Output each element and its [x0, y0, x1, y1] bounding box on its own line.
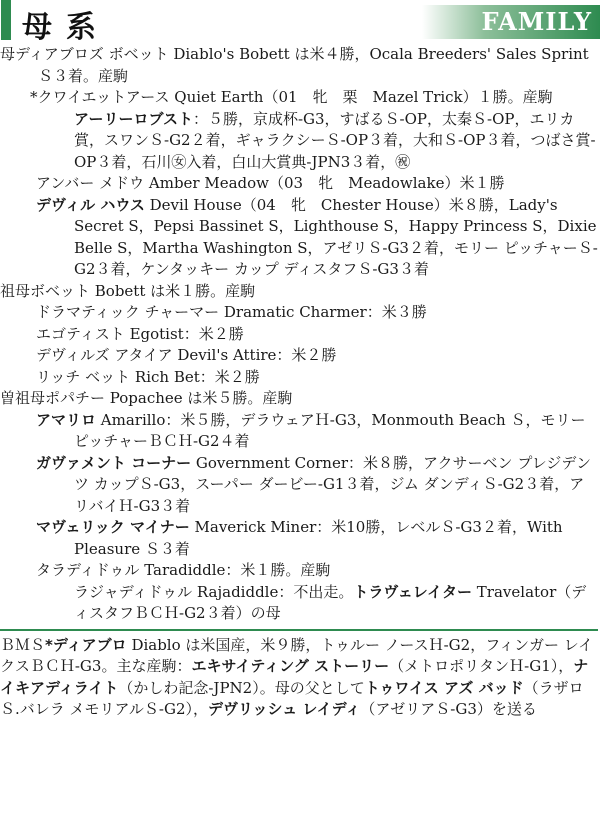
rajadiddle-line [0, 582, 598, 625]
section-header [0, 0, 600, 45]
dramatic-line: ドラマティック チャーマー Dramatic Charmer：米３勝 [36, 303, 427, 321]
early-robust-line [0, 109, 598, 174]
taradiddle-line: タラディドゥル Taradiddle：米１勝。産駒 [36, 561, 331, 579]
rajadiddle-record: ラジャディドゥル Rajadiddle：不出走。 [74, 582, 354, 601]
bms-text-1: Diablo は米国産，米９勝，トゥルー ノースＨ-G2，フィンガー レイクスＢＣＨ-G3。主な産駒： [0, 635, 594, 675]
section-title: 母系 [22, 10, 110, 45]
family-content [0, 44, 598, 721]
bms-progeny-1: エキサイティング ストーリー [191, 657, 390, 675]
amber-meadow-line: アンバー メドウ Amber Meadow（03 牝 Meadowlake）米１勝 [36, 174, 505, 192]
travelator-name: トラヴェレイター [353, 582, 473, 601]
dam-line: 母ディアブロズ ボベット Diablo's Bobett は米４勝，Ocala Breeders' Sales Sprint Ｓ３着。産駒 [0, 45, 589, 85]
devil-house-record: Devil House（04 牝 Chester House）米８勝，Lady's Secret S，Pepsi Bassinet S，Lighthouse S，Happy Princess S，Dixie Belle S，Martha Washington S，アゼリＳ-G3２着，モリー ピッチャーＳ-G2３着，ケンタッキー カップ ディスタフＳ-G3３着 [74, 195, 598, 278]
accent-bar [1, 0, 11, 40]
amarillo-name: アマリロ [36, 410, 97, 429]
bms-text-4: （ラザロＳ.バレラ メモリアルＳ-G2）， [0, 678, 584, 718]
separator-line [0, 629, 598, 631]
maverick-name: マヴェリック マイナー [36, 518, 190, 536]
travelator-record: Travelator（ディスタフＢＣＨ-G2３着）の母 [74, 582, 587, 622]
bms-sire-name: *ディアブロ [45, 635, 127, 654]
amarillo-line [0, 410, 598, 453]
bms-label: ＢＭＳ [0, 635, 46, 654]
devils-attire-line: デヴィルズ アタイア Devil's Attire：米２勝 [36, 346, 337, 364]
bms-progeny-3: トゥワイス アズ バッド [364, 678, 524, 697]
quiet-earth-line: *クワイエットアース Quiet Earth（01 牝 栗 Mazel Trick）１勝。産駒 [30, 88, 553, 106]
egotist-line: エゴティスト Egotist：米２勝 [36, 324, 244, 343]
grand-dam-line: 祖母ボベット Bobett は米１勝。産駒 [0, 281, 256, 300]
government-line [0, 453, 598, 518]
devil-house-line [0, 195, 598, 281]
bms-progeny-2: ナイキアディライト [0, 657, 589, 697]
maverick-record: Maverick Miner：米10勝，レベルＳ-G3２着，With Pleasure Ｓ３着 [74, 518, 563, 558]
bms-text-5: （アゼリアＳ-G3）を送る [360, 700, 537, 718]
devil-house-name: デヴィル ハウス [36, 195, 145, 214]
amarillo-record: Amarillo：米５勝，デラウェアＨ-G3，Monmouth Beach Ｓ，モリー ピッチャーＢＣＨ-G2４着 [74, 410, 586, 450]
government-name: ガヴァメント コーナー [36, 453, 192, 472]
early-robust-name: アーリーロブスト [74, 109, 193, 128]
maverick-line [0, 517, 598, 560]
family-badge: FAMILY [422, 5, 600, 39]
government-record: Government Corner：米８勝，アクサーベン プレジデンツ カップＳ-G3，スーパー ダービー-G1３着，ジム ダンディＳ-G2３着，アリバイＨ-G3３着 [74, 453, 592, 515]
rich-bet-line: リッチ ベット Rich Bet：米２勝 [36, 367, 260, 386]
bms-text-2: （メトロポリタンＨ-G1）， [389, 657, 574, 675]
bms-paragraph [0, 635, 598, 721]
early-robust-record: ：５勝，京成杯-G3，すばるＳ-OP，太秦Ｓ-OP，エリカ賞，スワンＳ-G2２着，ギャラクシーＳ-OP３着，大和Ｓ-OP３着，つばさ賞-OP３着，石川㊛入着，白山大賞典-JPN3３着，㊗ [74, 109, 596, 171]
great-grand-dam-line: 曽祖母ポパチー Popachee は米５勝。産駒 [0, 389, 293, 407]
bms-text-3: （かしわ記念-JPN2）。母の父として [118, 678, 365, 697]
bms-progeny-4: デヴリッシュ レイディ [208, 700, 361, 718]
